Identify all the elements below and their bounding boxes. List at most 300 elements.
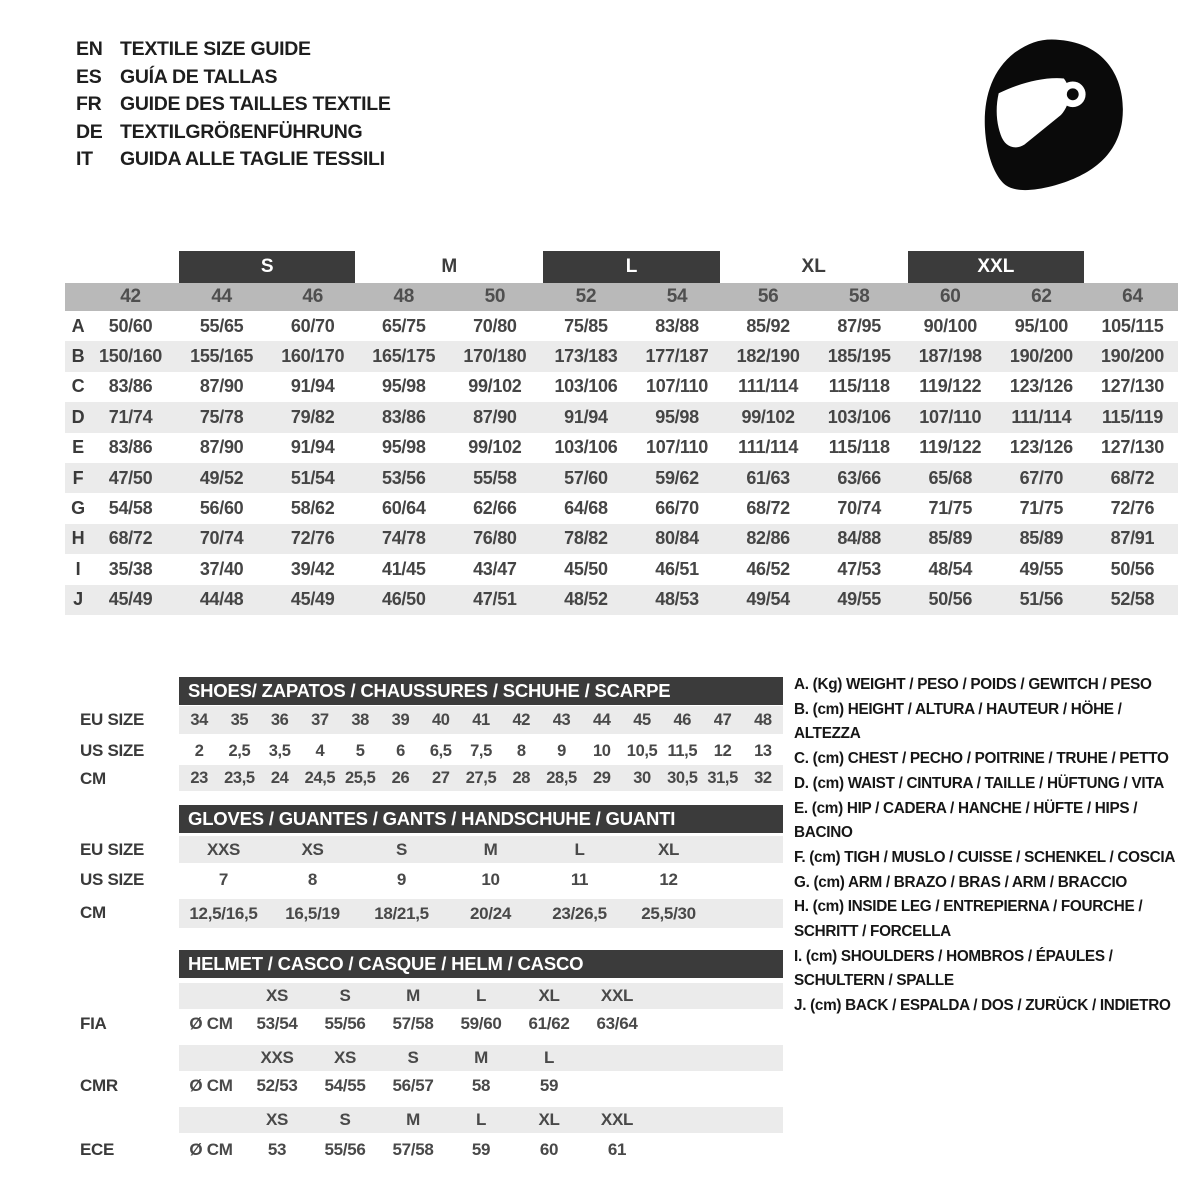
size-value-cell: 83/88 bbox=[655, 315, 699, 336]
size-value-cell: 115/118 bbox=[828, 437, 890, 458]
numeric-size-cell: 44 bbox=[211, 286, 232, 307]
size-value-cell: 45/49 bbox=[108, 589, 153, 610]
size-table-row bbox=[65, 493, 1178, 523]
language-code: DE bbox=[76, 120, 103, 143]
size-value-cell: 49/55 bbox=[837, 589, 881, 610]
helmet-value-cell: 61/62 bbox=[528, 1014, 570, 1033]
helmet-value-cell: 59 bbox=[471, 1140, 491, 1159]
shoes-cm-row-cell: 30 bbox=[633, 768, 651, 787]
helmet-size-cell: XL bbox=[538, 1110, 560, 1129]
shoes-us-row-cell: 3,5 bbox=[268, 741, 291, 760]
shoes-us-row-cell: 6 bbox=[396, 741, 405, 760]
shoes-us-row-cell: 4 bbox=[315, 741, 325, 760]
helmet-size-cell: M bbox=[406, 986, 420, 1005]
numeric-size-cell: 64 bbox=[1122, 286, 1143, 307]
language-row bbox=[76, 91, 391, 119]
size-value-cell: 85/89 bbox=[928, 528, 973, 549]
shoes-us-row-cell: 2,5 bbox=[228, 741, 251, 760]
shoes-eu-row-cell: 47 bbox=[713, 710, 732, 729]
size-value-cell: 95/98 bbox=[382, 376, 426, 397]
numeric-size-cell: 42 bbox=[120, 286, 141, 307]
size-value-cell: 75/78 bbox=[199, 406, 244, 427]
helmet-ece-label: ECE bbox=[80, 1140, 115, 1159]
size-table-row bbox=[65, 311, 1178, 341]
size-value-cell: 103/106 bbox=[827, 406, 891, 427]
size-value-cell: 56/60 bbox=[199, 498, 244, 519]
language-label: GUIDA ALLE TAGLIE TESSILI bbox=[120, 148, 385, 171]
gloves-eu-row-cell: XXS bbox=[206, 839, 241, 859]
helmet-size-cell: M bbox=[474, 1048, 488, 1067]
size-table-row bbox=[65, 585, 1178, 615]
shoes-us-row-cell: 9 bbox=[557, 741, 566, 760]
language-code: EN bbox=[76, 38, 103, 60]
size-group-label: M bbox=[441, 256, 458, 277]
size-value-cell: 64/68 bbox=[564, 498, 608, 519]
shoes-cm-row-cell: 23 bbox=[190, 768, 208, 787]
numeric-size-cell: 48 bbox=[393, 286, 415, 307]
size-value-cell: 47/51 bbox=[473, 589, 517, 610]
helmet-value-cell: 57/58 bbox=[392, 1014, 434, 1033]
helmet-value-cell: 56/57 bbox=[392, 1076, 434, 1095]
size-value-cell: 123/126 bbox=[1009, 437, 1073, 458]
legend-item: C. (cm) CHEST / PECHO / POITRINE / TRUHE / PETTO bbox=[794, 750, 1169, 768]
legend-item: J. (cm) BACK / ESPALDA / DOS / ZURÜCK / INDIETRO bbox=[794, 997, 1171, 1015]
helmet-value-cell: 55/56 bbox=[324, 1014, 366, 1033]
size-table-row bbox=[65, 524, 1178, 554]
helmet-size-cell: XS bbox=[265, 1110, 289, 1129]
size-value-cell: 83/86 bbox=[382, 406, 426, 427]
size-value-cell: 75/85 bbox=[564, 315, 608, 336]
size-value-cell: 72/76 bbox=[1110, 498, 1155, 519]
shoes-eu-row-cell: 38 bbox=[351, 710, 369, 729]
shoes-cm-row-cell: 32 bbox=[754, 768, 772, 787]
gloves-eu-row-cell: M bbox=[483, 839, 498, 859]
size-value-cell: 173/183 bbox=[554, 346, 618, 367]
size-value-cell: 160/170 bbox=[281, 346, 345, 367]
helmet-value-cell: 61 bbox=[607, 1140, 627, 1159]
gloves-cm-row-cell: 20/24 bbox=[469, 903, 512, 923]
size-value-cell: 65/68 bbox=[928, 467, 973, 488]
shoes-us-row-cell: 13 bbox=[754, 741, 772, 760]
size-value-cell: 80/84 bbox=[655, 528, 699, 549]
shoes-eu-row-cell: 42 bbox=[512, 710, 531, 729]
size-value-cell: 155/165 bbox=[190, 346, 254, 367]
size-value-cell: 103/106 bbox=[554, 437, 618, 458]
helmet-value-cell: 55/56 bbox=[324, 1140, 366, 1159]
shoes-us-size-label: US SIZE bbox=[80, 741, 145, 760]
size-value-cell: 87/90 bbox=[199, 437, 244, 458]
size-value-cell: 165/175 bbox=[372, 346, 436, 367]
size-value-cell: 49/54 bbox=[746, 589, 790, 610]
size-value-cell: 46/50 bbox=[382, 589, 426, 610]
gloves-cm-row-cell: 12,5/16,5 bbox=[189, 903, 258, 923]
size-table-row bbox=[65, 341, 1178, 371]
row-letter: B bbox=[71, 346, 85, 367]
size-value-cell: 70/80 bbox=[473, 315, 517, 336]
size-value-cell: 55/65 bbox=[199, 315, 244, 336]
legend-item: B. (cm) HEIGHT / ALTURA / HAUTEUR / HÖHE / ALTEZZA bbox=[794, 700, 1122, 743]
gloves-us-row-cell: 8 bbox=[307, 869, 318, 889]
gloves-eu-row-cell: S bbox=[395, 839, 408, 859]
gloves-us-row-cell: 10 bbox=[481, 869, 500, 889]
size-value-cell: 57/60 bbox=[564, 467, 608, 488]
size-value-cell: 91/94 bbox=[290, 376, 335, 397]
shoes-eu-row-cell: 39 bbox=[391, 710, 410, 729]
language-label: GUIDE DES TAILLES TEXTILE bbox=[120, 93, 391, 116]
helmet-cmr-sizes-row bbox=[179, 1045, 783, 1071]
shoes-us-row-cell: 5 bbox=[355, 741, 365, 760]
helmet-cmr-label: CMR bbox=[80, 1076, 118, 1095]
size-value-cell: 150/160 bbox=[99, 346, 163, 367]
language-row bbox=[76, 64, 391, 92]
size-value-cell: 48/52 bbox=[564, 589, 608, 610]
row-letter: A bbox=[71, 315, 85, 336]
size-value-cell: 54/58 bbox=[108, 498, 153, 519]
size-value-cell: 85/89 bbox=[1019, 528, 1064, 549]
size-value-cell: 46/52 bbox=[746, 558, 790, 579]
numeric-size-cell: 54 bbox=[666, 286, 688, 307]
helmet-header: HELMET / CASCO / CASQUE / HELM / CASCO bbox=[179, 950, 783, 978]
shoes-us-row-cell: 12 bbox=[713, 741, 732, 760]
gloves-us-row-cell: 11 bbox=[570, 869, 589, 889]
size-value-cell: 95/98 bbox=[655, 406, 699, 427]
size-value-cell: 51/56 bbox=[1019, 589, 1064, 610]
language-list bbox=[76, 36, 391, 174]
size-value-cell: 119/122 bbox=[919, 437, 982, 458]
size-value-cell: 185/195 bbox=[827, 346, 891, 367]
size-table-rows bbox=[65, 311, 1178, 615]
size-value-cell: 127/130 bbox=[1100, 376, 1164, 397]
size-value-cell: 51/54 bbox=[290, 467, 335, 488]
size-value-cell: 76/80 bbox=[473, 528, 517, 549]
helmet-size-cell: XXL bbox=[600, 986, 634, 1005]
row-letter: J bbox=[73, 589, 83, 610]
main-size-table bbox=[65, 251, 1178, 615]
shoes-cm-row-cell: 27 bbox=[431, 768, 450, 787]
helmet-value-cell: 57/58 bbox=[392, 1140, 434, 1159]
shoes-eu-row-cell: 36 bbox=[270, 710, 289, 729]
diameter-unit: Ø CM bbox=[189, 1140, 233, 1159]
helmet-value-cell: 58 bbox=[471, 1076, 491, 1095]
shoes-cm-row-cell: 24,5 bbox=[304, 768, 336, 787]
legend-item: I. (cm) SHOULDERS / HOMBROS / ÉPAULES / SCHULTERN / SPALLE bbox=[794, 947, 1113, 990]
gloves-header: GLOVES / GUANTES / GANTS / HANDSCHUHE / GUANTI bbox=[179, 805, 783, 833]
helmet-value-cell: 60 bbox=[539, 1140, 559, 1159]
helmet-ece-values-row bbox=[179, 1135, 783, 1165]
numeric-size-cell: 46 bbox=[302, 286, 323, 307]
shoes-eu-row-cell: 37 bbox=[311, 710, 329, 729]
gloves-cm-row-cell: 16,5/19 bbox=[285, 903, 340, 923]
size-value-cell: 67/70 bbox=[1019, 467, 1064, 488]
size-value-cell: 49/52 bbox=[199, 467, 244, 488]
shoes-eu-row-cell: 48 bbox=[754, 710, 772, 729]
size-value-cell: 58/62 bbox=[290, 498, 335, 519]
helmet-ece-sizes-row bbox=[179, 1107, 783, 1133]
helmet-fia-values-row bbox=[179, 1009, 783, 1039]
size-value-cell: 41/45 bbox=[382, 558, 426, 579]
size-value-cell: 44/48 bbox=[199, 589, 244, 610]
numeric-size-cell: 50 bbox=[484, 286, 506, 307]
gloves-us-size-label: US SIZE bbox=[80, 870, 145, 889]
size-table-row bbox=[65, 372, 1178, 402]
size-value-cell: 177/187 bbox=[645, 346, 709, 367]
shoes-cm-row-cell: 24 bbox=[270, 768, 289, 787]
gloves-cm-row-cell: 18/21,5 bbox=[374, 903, 429, 923]
shoes-us-row-cell: 6,5 bbox=[429, 741, 452, 760]
size-value-cell: 107/110 bbox=[646, 437, 709, 458]
size-value-cell: 79/82 bbox=[290, 406, 335, 427]
size-value-cell: 91/94 bbox=[564, 406, 608, 427]
size-value-cell: 68/72 bbox=[108, 528, 153, 549]
diameter-unit: Ø CM bbox=[189, 1076, 233, 1095]
size-value-cell: 87/90 bbox=[473, 406, 517, 427]
helmet-size-cell: XS bbox=[265, 986, 289, 1005]
numeric-size-cell: 60 bbox=[940, 286, 961, 307]
helmet-size-cell: XL bbox=[538, 986, 560, 1005]
gloves-cm-row-cell: 23/26,5 bbox=[552, 903, 607, 923]
size-value-cell: 83/86 bbox=[108, 437, 153, 458]
size-value-cell: 66/70 bbox=[655, 498, 699, 519]
gloves-us-row-cell: 7 bbox=[218, 869, 229, 889]
gloves-eu-row bbox=[179, 836, 783, 863]
size-value-cell: 35/38 bbox=[108, 558, 153, 579]
size-value-cell: 48/53 bbox=[655, 589, 699, 610]
size-value-cell: 70/74 bbox=[837, 498, 881, 519]
shoes-eu-row-cell: 41 bbox=[472, 710, 490, 729]
helmet-size-cell: XS bbox=[333, 1048, 357, 1067]
racing-helmet-icon bbox=[975, 32, 1133, 200]
row-letter: G bbox=[71, 498, 85, 519]
size-value-cell: 190/200 bbox=[1009, 346, 1073, 367]
language-code: IT bbox=[76, 148, 93, 171]
size-value-cell: 82/86 bbox=[746, 528, 790, 549]
size-value-cell: 72/76 bbox=[290, 528, 335, 549]
size-value-cell: 62/66 bbox=[473, 498, 517, 519]
language-label: TEXTILGRÖßENFÜHRUNG bbox=[120, 120, 363, 143]
gloves-eu-row-cell: L bbox=[574, 839, 585, 859]
size-value-cell: 111/114 bbox=[738, 437, 799, 458]
shoes-eu-row-cell: 45 bbox=[633, 710, 651, 729]
size-value-cell: 187/198 bbox=[918, 346, 982, 367]
helmet-fia-sizes-row bbox=[179, 983, 783, 1009]
shoes-us-row-cell: 2 bbox=[194, 741, 204, 760]
size-value-cell: 68/72 bbox=[1110, 467, 1155, 488]
shoes-cm-row-cell: 28 bbox=[512, 768, 531, 787]
size-value-cell: 74/78 bbox=[382, 528, 426, 549]
size-value-cell: 87/90 bbox=[199, 376, 244, 397]
shoes-cm-row bbox=[179, 765, 783, 791]
size-value-cell: 115/118 bbox=[828, 376, 890, 397]
language-code: FR bbox=[76, 93, 102, 116]
shoes-cm-row-cell: 26 bbox=[391, 768, 410, 787]
size-value-cell: 71/75 bbox=[1019, 498, 1064, 519]
shoes-us-row-cell: 8 bbox=[516, 741, 526, 760]
shoes-header: SHOES/ ZAPATOS / CHAUSSURES / SCHUHE / SCARPE bbox=[179, 677, 783, 705]
shoes-eu-row-cell: 35 bbox=[230, 710, 249, 729]
size-value-cell: 87/91 bbox=[1110, 528, 1155, 549]
size-value-cell: 123/126 bbox=[1009, 376, 1073, 397]
size-value-cell: 83/86 bbox=[108, 376, 153, 397]
size-value-cell: 45/50 bbox=[564, 558, 608, 579]
shoes-eu-row-cell: 46 bbox=[673, 710, 692, 729]
shoes-eu-size-label: EU SIZE bbox=[80, 710, 145, 729]
row-letter: E bbox=[72, 437, 84, 458]
helmet-value-cell: 63/64 bbox=[596, 1014, 638, 1033]
size-value-cell: 47/50 bbox=[108, 467, 153, 488]
numeric-size-cell: 62 bbox=[1031, 286, 1052, 307]
helmet-cmr-values-row bbox=[179, 1071, 783, 1101]
legend-item: E. (cm) HIP / CADERA / HANCHE / HÜFTE / HIPS / BACINO bbox=[794, 799, 1138, 842]
size-value-cell: 99/102 bbox=[741, 406, 795, 427]
numeric-size-row bbox=[65, 283, 1178, 311]
language-label: TEXTILE SIZE GUIDE bbox=[120, 38, 311, 60]
gloves-cm-row bbox=[179, 899, 783, 928]
gloves-cm-label: CM bbox=[80, 903, 106, 922]
language-code: ES bbox=[76, 65, 102, 88]
legend-item: A. (Kg) WEIGHT / PESO / POIDS / GEWITCH / PESO bbox=[794, 676, 1152, 693]
size-value-cell: 190/200 bbox=[1100, 346, 1164, 367]
size-group-box: XXL bbox=[908, 251, 1084, 283]
size-value-cell: 61/63 bbox=[746, 467, 790, 488]
helmet-value-cell: 53 bbox=[267, 1140, 287, 1159]
size-value-cell: 46/51 bbox=[655, 558, 699, 579]
helmet-size-cell: L bbox=[543, 1048, 555, 1067]
row-letter: D bbox=[71, 406, 85, 427]
shoes-cm-row-cell: 27,5 bbox=[465, 768, 497, 787]
shoes-eu-row-cell: 34 bbox=[190, 710, 208, 729]
size-value-cell: 103/106 bbox=[554, 376, 618, 397]
size-value-cell: 55/58 bbox=[473, 467, 517, 488]
size-value-cell: 50/56 bbox=[928, 589, 973, 610]
legend-item: D. (cm) WAIST / CINTURA / TAILLE / HÜFTUNG / VITA bbox=[794, 774, 1164, 792]
gloves-eu-row-cell: XS bbox=[301, 839, 324, 859]
size-table-row bbox=[65, 463, 1178, 493]
size-group-label: XL bbox=[801, 256, 826, 277]
size-value-cell: 85/92 bbox=[746, 315, 790, 336]
size-value-cell: 90/100 bbox=[923, 315, 977, 336]
size-value-cell: 70/74 bbox=[199, 528, 244, 549]
gloves-cm-row-cell: 25,5/30 bbox=[641, 903, 696, 923]
size-value-cell: 115/119 bbox=[1101, 406, 1163, 427]
gloves-us-row bbox=[179, 866, 783, 893]
size-value-cell: 48/54 bbox=[928, 558, 973, 579]
shoes-us-row-cell: 10,5 bbox=[626, 741, 658, 760]
helmet-size-cell: XXL bbox=[600, 1110, 634, 1129]
size-value-cell: 52/58 bbox=[1110, 589, 1155, 610]
size-value-cell: 170/180 bbox=[463, 346, 527, 367]
shoes-us-row bbox=[179, 737, 783, 765]
size-value-cell: 49/55 bbox=[1019, 558, 1064, 579]
size-value-cell: 95/98 bbox=[382, 437, 426, 458]
shoes-cm-row-cell: 25,5 bbox=[344, 768, 376, 787]
helmet-value-cell: 59/60 bbox=[460, 1014, 502, 1033]
row-letter: C bbox=[71, 376, 85, 397]
legend-list bbox=[794, 673, 1185, 1019]
helmet-size-cell: XXS bbox=[260, 1048, 294, 1067]
helmet-value-cell: 52/53 bbox=[256, 1076, 298, 1095]
size-value-cell: 65/75 bbox=[382, 315, 426, 336]
helmet-size-cell: S bbox=[339, 986, 351, 1005]
shoes-eu-row-cell: 43 bbox=[552, 710, 571, 729]
shoes-cm-row-cell: 29 bbox=[593, 768, 611, 787]
row-letter: H bbox=[71, 528, 85, 549]
size-value-cell: 39/42 bbox=[290, 558, 335, 579]
size-value-cell: 63/66 bbox=[837, 467, 881, 488]
shoes-eu-row-cell: 40 bbox=[431, 710, 450, 729]
size-value-cell: 119/122 bbox=[919, 376, 982, 397]
helmet-size-cell: S bbox=[339, 1110, 351, 1129]
size-value-cell: 71/74 bbox=[108, 406, 153, 427]
language-row bbox=[76, 36, 391, 64]
size-value-cell: 111/114 bbox=[1011, 406, 1072, 427]
shoes-us-row-cell: 11,5 bbox=[667, 741, 698, 760]
legend-item: F. (cm) TIGH / MUSLO / CUISSE / SCHENKEL / COSCIA bbox=[794, 848, 1176, 866]
shoes-cm-row-cell: 31,5 bbox=[707, 768, 738, 787]
numeric-size-cell: 52 bbox=[575, 286, 597, 307]
size-value-cell: 91/94 bbox=[290, 437, 335, 458]
language-label: GUÍA DE TALLAS bbox=[120, 65, 278, 88]
size-value-cell: 84/88 bbox=[837, 528, 881, 549]
shoes-us-row-cell: 10 bbox=[593, 741, 611, 760]
shoes-us-row-cell: 7,5 bbox=[470, 741, 492, 760]
size-value-cell: 87/95 bbox=[837, 315, 881, 336]
helmet-fia-label: FIA bbox=[80, 1014, 107, 1033]
size-value-cell: 47/53 bbox=[837, 558, 881, 579]
helmet-value-cell: 54/55 bbox=[324, 1076, 366, 1095]
helmet-size-cell: M bbox=[406, 1110, 420, 1129]
helmet-size-cell: S bbox=[407, 1048, 419, 1067]
size-value-cell: 111/114 bbox=[738, 376, 799, 397]
size-value-cell: 59/62 bbox=[655, 467, 699, 488]
shoes-cm-row-cell: 28,5 bbox=[546, 768, 577, 787]
size-table-row bbox=[65, 433, 1178, 463]
gloves-eu-row-cell: XL bbox=[657, 839, 680, 859]
size-value-cell: 68/72 bbox=[746, 498, 790, 519]
size-value-cell: 60/70 bbox=[290, 315, 335, 336]
size-value-cell: 107/110 bbox=[646, 376, 709, 397]
diameter-unit: Ø CM bbox=[189, 1014, 233, 1033]
shoes-cm-label: CM bbox=[80, 769, 106, 788]
gloves-us-row-cell: 9 bbox=[396, 869, 407, 889]
size-value-cell: 78/82 bbox=[564, 528, 608, 549]
row-letter: F bbox=[72, 467, 84, 488]
size-value-cell: 45/49 bbox=[290, 589, 335, 610]
legend-item: H. (cm) INSIDE LEG / ENTREPIERNA / FOURCHE / SCHRITT / FORCELLA bbox=[794, 898, 1143, 941]
size-value-cell: 99/102 bbox=[468, 437, 522, 458]
language-row bbox=[76, 146, 391, 174]
numeric-size-cell: 58 bbox=[848, 286, 870, 307]
gloves-us-row-cell: 12 bbox=[659, 869, 678, 889]
size-group-box: S bbox=[179, 251, 355, 283]
size-value-cell: 182/190 bbox=[736, 346, 800, 367]
language-row bbox=[76, 119, 391, 147]
size-group-box: L bbox=[543, 251, 719, 283]
size-value-cell: 50/60 bbox=[108, 315, 153, 336]
size-value-cell: 107/110 bbox=[919, 406, 982, 427]
size-value-cell: 95/100 bbox=[1014, 315, 1068, 336]
size-table-row bbox=[65, 402, 1178, 432]
size-value-cell: 50/56 bbox=[1110, 558, 1155, 579]
helmet-value-cell: 53/54 bbox=[256, 1014, 298, 1033]
row-letter: I bbox=[75, 558, 81, 579]
size-value-cell: 71/75 bbox=[928, 498, 973, 519]
size-value-cell: 60/64 bbox=[382, 498, 426, 519]
size-value-cell: 43/47 bbox=[473, 558, 517, 579]
size-table-row bbox=[65, 554, 1178, 584]
size-value-cell: 53/56 bbox=[382, 467, 426, 488]
size-value-cell: 105/115 bbox=[1101, 315, 1164, 336]
helmet-size-cell: L bbox=[475, 986, 487, 1005]
